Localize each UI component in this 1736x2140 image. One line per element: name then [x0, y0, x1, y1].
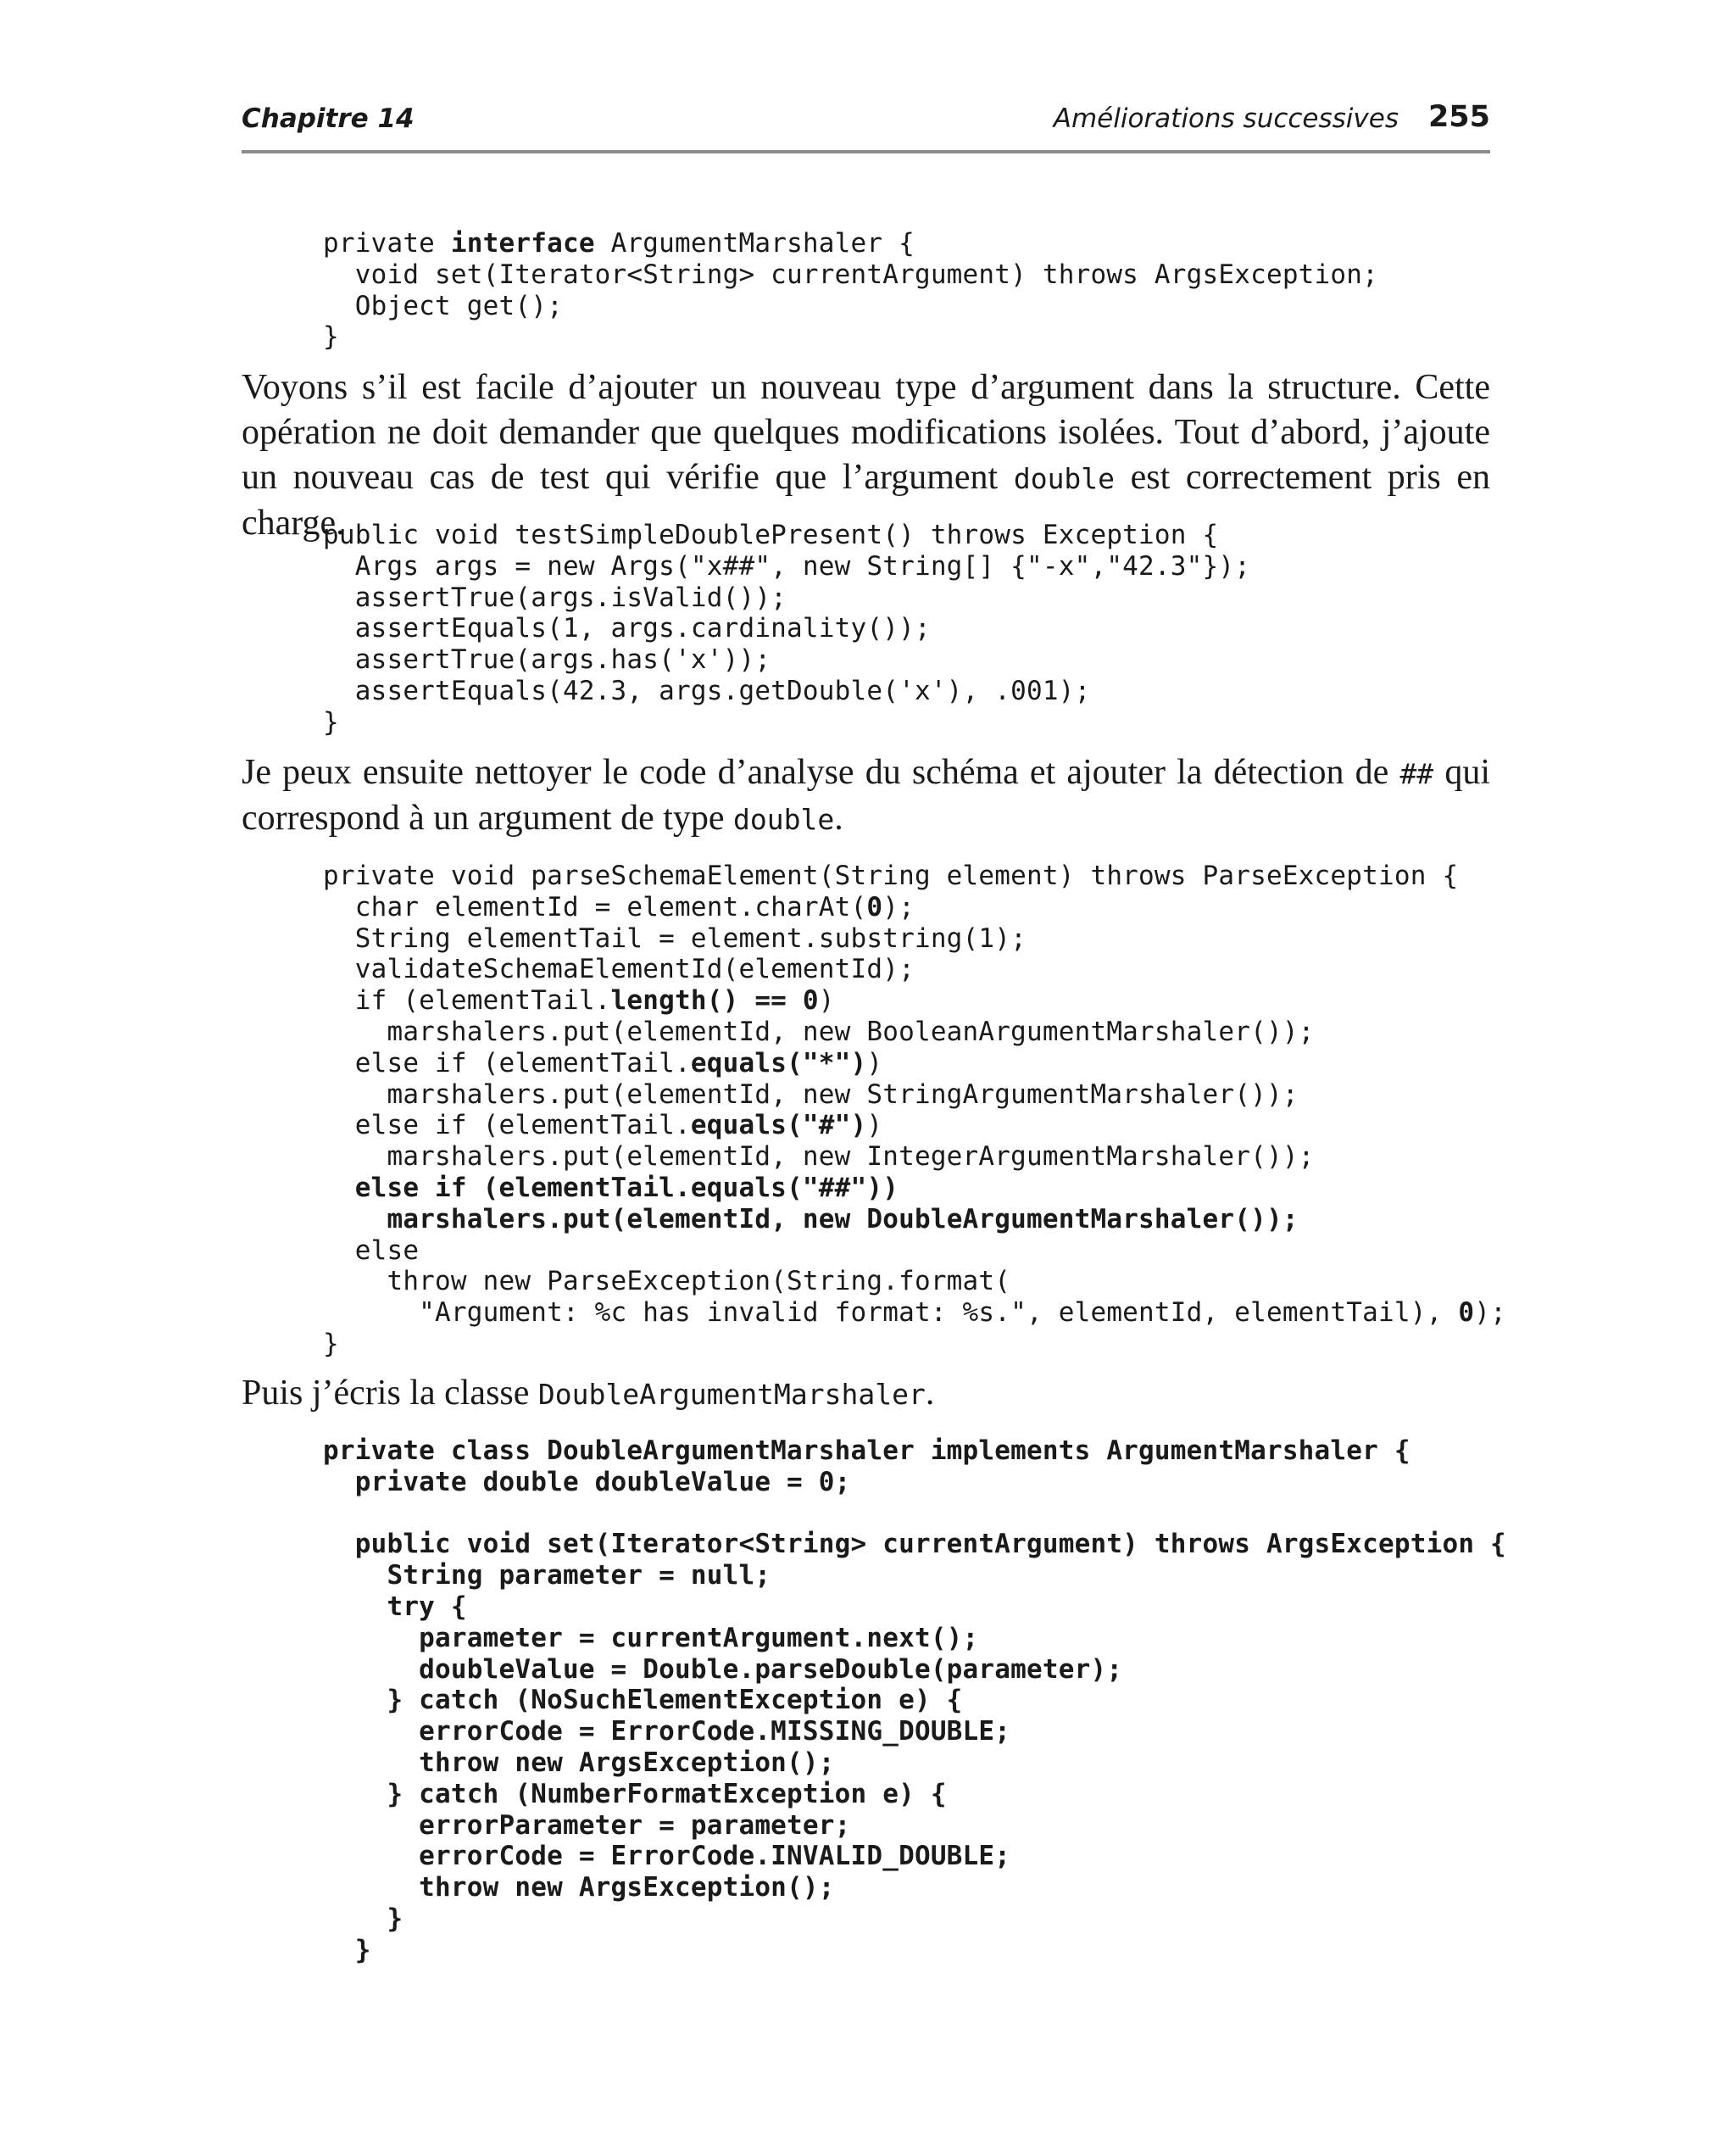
code-line: [323, 861, 1506, 892]
page-header: [242, 100, 1490, 137]
code-bold-segment: }: [323, 1934, 371, 1965]
code-line: [323, 1935, 1506, 1966]
text-run: .: [925, 1374, 935, 1413]
code-segment: Object get();: [323, 290, 563, 321]
text-run: qui correspond à un argument de type: [242, 753, 1490, 838]
code-bold-segment: else if (elementTail.equals("##")): [354, 1172, 899, 1203]
code-line: [323, 1529, 1506, 1560]
code-bold-segment: equals("#"): [690, 1110, 867, 1141]
code-segment: }: [323, 1328, 339, 1359]
code-bold-segment: errorCode = ErrorCode.MISSING_DOUBLE;: [323, 1716, 1011, 1747]
header-rule: [242, 150, 1490, 153]
code-segment: assertEquals(1, args.cardinality());: [323, 613, 931, 644]
code-bold-segment: } catch (NumberFormatException e) {: [323, 1778, 947, 1809]
code-bold-segment: String parameter = null;: [323, 1560, 771, 1591]
code-line: [323, 520, 1250, 551]
code-line: [323, 1560, 1506, 1591]
page-number: 255: [1427, 100, 1490, 134]
code-segment: marshalers.put(elementId, new IntegerArgumentMarshaler());: [323, 1141, 1315, 1173]
code-line: [323, 1810, 1506, 1842]
code-bold-segment: 0: [1458, 1297, 1475, 1329]
code-bold-segment: try {: [323, 1591, 467, 1622]
code-line: [323, 1872, 1506, 1903]
code-line: [323, 1297, 1506, 1329]
code-bold-segment: errorParameter = parameter;: [323, 1809, 851, 1841]
code-line: [323, 707, 1250, 738]
code-line: [323, 923, 1506, 955]
code-line: [323, 1685, 1506, 1716]
text-run: .: [834, 799, 843, 838]
inline-code: double: [1013, 462, 1116, 495]
code-line: [323, 1141, 1506, 1173]
code-line: [323, 259, 1378, 291]
code-line: [323, 1716, 1506, 1747]
code-line: [323, 582, 1250, 614]
code-segment: char elementId = element.charAt(: [323, 891, 867, 922]
code-line: [323, 291, 1378, 322]
section-title: Améliorations successives: [1053, 103, 1399, 134]
code-line: [323, 1435, 1506, 1467]
code-block-test-double: [323, 520, 1250, 738]
code-line: [323, 551, 1250, 582]
code-segment: private void parseSchemaElement(String element) throws ParseException {: [323, 861, 1459, 891]
code-line: [323, 1079, 1506, 1111]
code-block-parse-schema-element: [323, 861, 1506, 1360]
code-bold-segment: public void set(Iterator<String> currentArgument) throws ArgsException {: [323, 1529, 1506, 1560]
code-line: [323, 1173, 1506, 1204]
code-segment: else if (elementTail.: [323, 1110, 691, 1141]
code-bold-segment: throw new ArgsException();: [323, 1747, 835, 1778]
code-segment: if (elementTail.: [323, 985, 611, 1017]
chapter-title: Chapitre 14: [242, 103, 415, 134]
code-segment: assertTrue(args.isValid());: [323, 582, 787, 613]
code-bold-segment: marshalers.put(elementId, new DoubleArgumentMarshaler());: [387, 1203, 1299, 1234]
code-segment: assertTrue(args.has('x'));: [323, 644, 771, 676]
code-line: [323, 228, 1378, 259]
code-line: [323, 1654, 1506, 1686]
code-line: [323, 1903, 1506, 1935]
inline-code: DoubleArgumentMarshaler: [537, 1378, 926, 1411]
paragraph-parse-schema: [242, 750, 1490, 842]
inline-code: ##: [1399, 757, 1434, 790]
code-bold-segment: errorCode = ErrorCode.INVALID_DOUBLE;: [323, 1841, 1011, 1872]
code-line: [323, 1048, 1506, 1079]
code-line: [323, 1779, 1506, 1810]
code-segment: Args args = new Args("x##", new String[] {"-x","42.3"});: [323, 550, 1251, 582]
code-segment: void set(Iterator<String> currentArgument) throws ArgsException;: [323, 259, 1378, 290]
code-segment: }: [323, 321, 339, 353]
code-bold-segment: parameter = currentArgument.next();: [323, 1622, 979, 1653]
code-bold-segment: }: [323, 1903, 403, 1934]
code-line: [323, 1623, 1506, 1654]
code-bold-segment: interface: [450, 228, 595, 259]
code-bold-segment: 0: [866, 891, 883, 922]
code-segment: ): [866, 1047, 883, 1078]
text-run: Voyons s’il est facile d’ajouter un nouveau type d’argument dans la structure. Cette opération ne doit demander que quelques modifications isolées. Tout d’abord, j’ajoute un nouveau cas de test qui vérifie que l’argument: [242, 368, 1490, 497]
code-line: [323, 1266, 1506, 1297]
code-segment: [323, 1204, 387, 1234]
code-segment: else if (elementTail.: [323, 1047, 691, 1078]
code-segment: throw new ParseException(String.format(: [323, 1266, 1011, 1297]
code-segment: }: [323, 706, 339, 738]
text-run: Puis j’écris la classe: [242, 1374, 538, 1413]
code-line: [323, 676, 1250, 707]
code-bold-segment: private double doubleValue = 0;: [323, 1466, 851, 1497]
code-line: [323, 954, 1506, 985]
code-bold-segment: throw new ArgsException();: [323, 1872, 835, 1903]
code-segment: );: [1474, 1297, 1506, 1329]
code-line: [323, 644, 1250, 676]
code-bold-segment: doubleValue = Double.parseDouble(parameter);: [323, 1653, 1123, 1685]
code-line: [323, 892, 1506, 923]
code-segment: else: [323, 1234, 420, 1266]
code-segment: public void testSimpleDoublePresent() throws Exception {: [323, 520, 1219, 550]
code-line: [323, 321, 1378, 353]
code-line: [323, 1498, 1506, 1530]
code-segment: [323, 1173, 355, 1203]
code-segment: marshalers.put(elementId, new StringArgumentMarshaler());: [323, 1078, 1299, 1110]
code-bold-segment: } catch (NoSuchElementException e) {: [323, 1685, 963, 1716]
code-segment: );: [882, 891, 915, 922]
code-line: [323, 1110, 1506, 1141]
code-line: [323, 1841, 1506, 1872]
paragraph-double-marshaler: [242, 1371, 1490, 1417]
code-segment: private: [323, 228, 451, 259]
code-segment: ): [818, 985, 835, 1017]
code-bold-segment: length() == 0: [610, 985, 819, 1017]
code-segment: ArgumentMarshaler {: [594, 228, 915, 259]
code-segment: String elementTail = element.substring(1);: [323, 922, 1027, 954]
code-bold-segment: private class DoubleArgumentMarshaler implements ArgumentMarshaler {: [323, 1435, 1410, 1466]
code-line: [323, 985, 1506, 1017]
code-line: [323, 1591, 1506, 1623]
code-segment: marshalers.put(elementId, new BooleanArgumentMarshaler());: [323, 1016, 1315, 1047]
code-line: [323, 1204, 1506, 1235]
code-segment: assertEquals(42.3, args.getDouble('x'), .001);: [323, 675, 1091, 706]
code-line: [323, 1467, 1506, 1498]
code-line: [323, 1329, 1506, 1360]
code-block-double-argument-marshaler: [323, 1435, 1506, 1966]
code-line: [323, 1747, 1506, 1779]
inline-code: double: [733, 803, 835, 836]
code-line: [323, 1017, 1506, 1048]
code-segment: ): [866, 1110, 883, 1141]
text-run: Je peux ensuite nettoyer le code d’analyse du schéma et ajouter la détection de: [242, 753, 1400, 792]
code-bold-segment: equals("*"): [690, 1047, 867, 1078]
text-run: est correctement pris en charge.: [242, 458, 1490, 543]
code-line: [323, 613, 1250, 644]
code-segment: "Argument: %c has invalid format: %s.", elementId, elementTail),: [323, 1297, 1459, 1329]
code-line: [323, 1235, 1506, 1267]
code-block-argument-marshaler: [323, 228, 1378, 353]
code-segment: validateSchemaElementId(elementId);: [323, 954, 915, 985]
